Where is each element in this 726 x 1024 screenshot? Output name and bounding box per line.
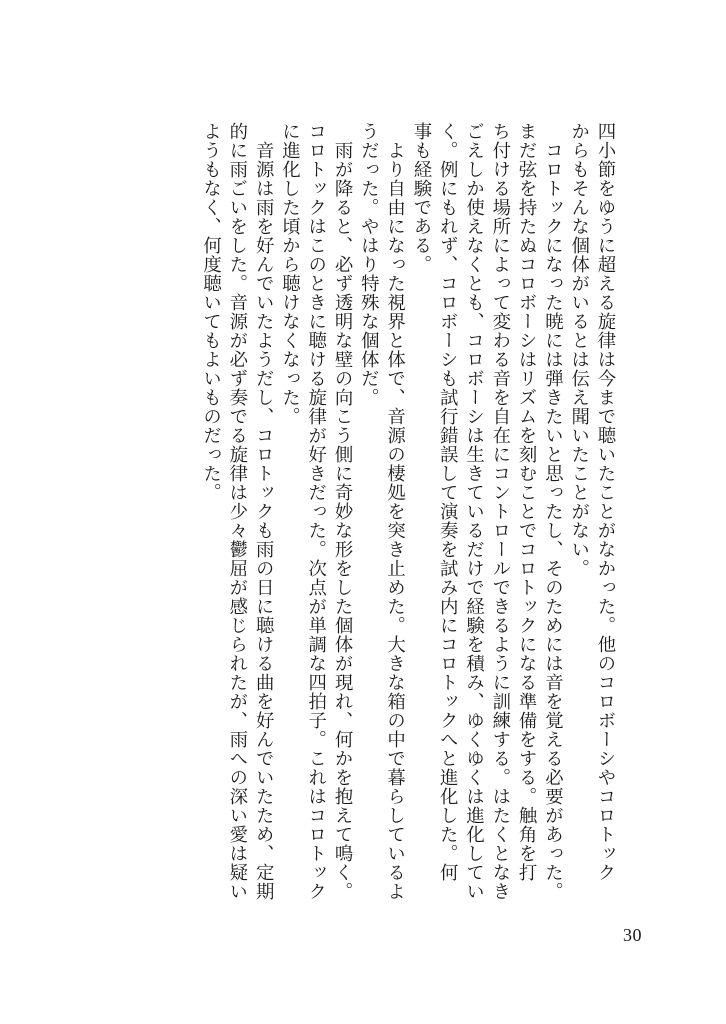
text-line: 音源は雨を好んでいたようだし、コロトックも雨の日に聴ける曲を好んでいたため、定期 (253, 122, 275, 901)
text-line: からもそんな個体がいるとは伝え聞いたことがない。 (568, 122, 590, 578)
text-line: 四小節をゆうに超える旋律は今まで聴いたことがなかった。他のコロボーシやコロトック (595, 122, 616, 882)
text-line: く。例にもれず、コロボーシも試行錯誤して演奏を試み内にコロトックへと進化した。何 (437, 122, 459, 882)
text-line: ごえしか使えなくとも、コロボーシは生きているだけで経験を積み、ゆくゆくは進化してい (463, 122, 485, 901)
text-line: まだ弦を持たぬコロボーシはリズムを刻むことでコロトックになる準備をする。触角を打 (516, 122, 538, 882)
text-line: コロトックになった暁には弾きたいと思ったし、そのためには音を覚える必要があった。 (542, 122, 564, 901)
page-number: 30 (623, 925, 642, 945)
text-line: ち付ける場所によって変わる音を自在にコントロールできるように訓練する。はたくとなき (489, 122, 511, 901)
text-line: 雨が降ると、必ず透明な壁の向こう側に奇妙な形をした個体が現れ、何かを抱えて鳴く。 (332, 122, 354, 901)
text-line: コロトックはこのときに聴ける旋律が好きだった。次点が単調な四拍子。これはコロトック (305, 122, 327, 901)
text-line: ようもなく、何度聴いてもよいものだった。 (200, 122, 222, 502)
vertical-text-body (197, 122, 618, 930)
text-line: 事も経験である。 (410, 122, 432, 274)
text-line: うだった。やはり特殊な個体だ。 (358, 122, 380, 407)
text-line: に進化した頃から聴けなくなった。 (279, 122, 301, 426)
text-line: 的に雨ごいをした。音源が必ず奏でる旋律は少々鬱屈が感じられたが、雨への深い愛は疑い (226, 122, 248, 901)
text-line: より自由になった視界と体で、音源の棲処を突き止めた。大きな箱の中で暮らしているよ (384, 122, 406, 901)
